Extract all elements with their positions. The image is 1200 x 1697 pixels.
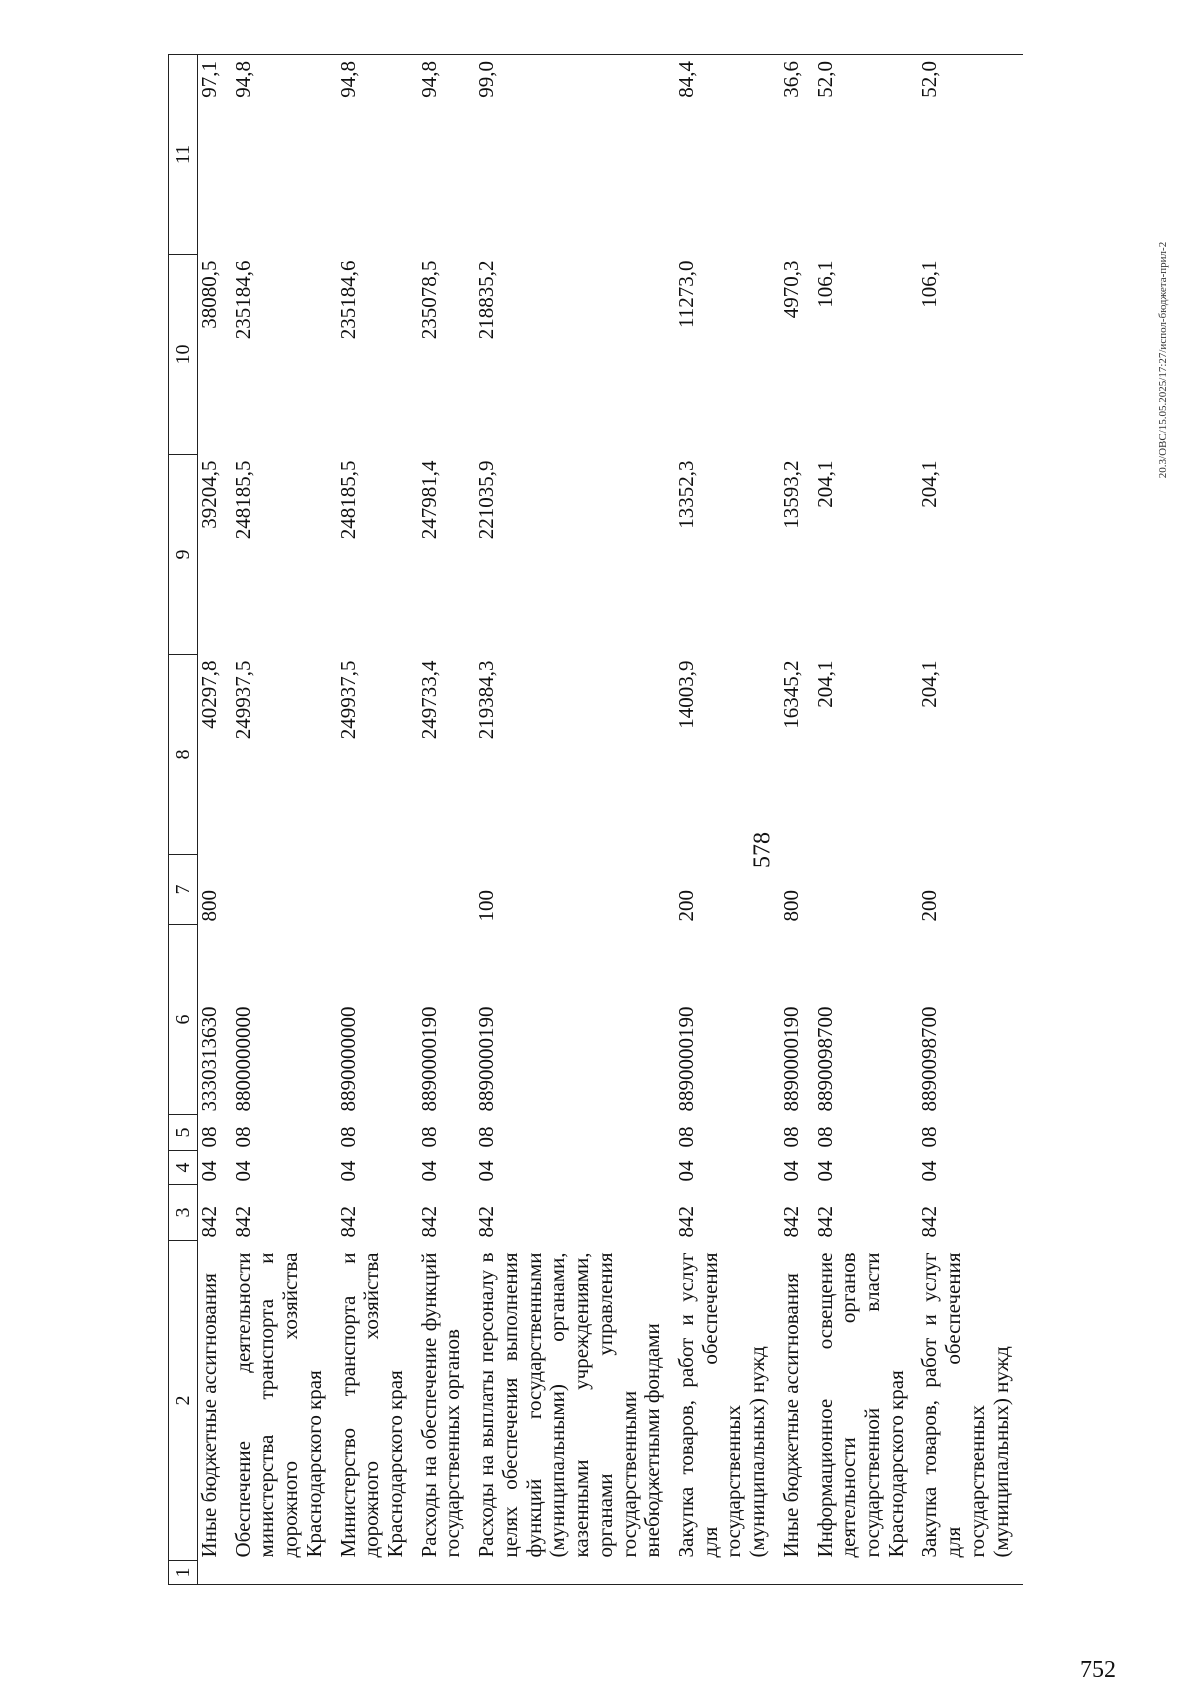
cell-admin-code: 842 bbox=[673, 1206, 698, 1238]
cell-subsection: 08 bbox=[416, 1126, 441, 1148]
table-row bbox=[198, 55, 232, 1585]
table-row bbox=[675, 55, 780, 1585]
cell-expense-type: 200 bbox=[917, 890, 942, 922]
cell-percent: 94,8 bbox=[337, 55, 418, 255]
cell-name: Расходы на обеспечение функций государственных органов bbox=[416, 1252, 465, 1558]
cell-expense-type bbox=[814, 855, 919, 925]
table-row bbox=[475, 55, 675, 1585]
cell-name: Расходы на выплаты персоналу в целях обеспечения выполнения функций государственными (муниципальными) органами, казенными учреждениями, органами управления государственными внебюджетными фондами bbox=[474, 1252, 665, 1558]
cell-value-8: 204,1 bbox=[917, 660, 942, 708]
cell-value-10: 235184,6 bbox=[230, 260, 255, 340]
cell-value-8: 249937,5 bbox=[335, 660, 360, 740]
cell-value-9: 204,1 bbox=[917, 460, 942, 508]
header-col-7: 7 bbox=[169, 855, 198, 925]
cell-value-8: 249937,5 bbox=[230, 660, 255, 740]
cell-value-9: 39204,5 bbox=[197, 460, 221, 529]
cell-subsection: 08 bbox=[673, 1126, 698, 1148]
cell-name: Иные бюджетные ассигнования bbox=[778, 1273, 803, 1558]
cell-section: 04 bbox=[474, 1160, 499, 1182]
cell-target-article: 8890000000 bbox=[335, 1006, 360, 1112]
cell-section: 04 bbox=[416, 1160, 441, 1182]
cell-admin-code: 842 bbox=[474, 1206, 499, 1238]
cell-target-article: 8800000000 bbox=[230, 1006, 255, 1112]
budget-table bbox=[168, 54, 1023, 1585]
cell-section: 04 bbox=[197, 1160, 221, 1182]
cell-section: 04 bbox=[917, 1160, 942, 1182]
cell-value-10: 106,1 bbox=[917, 260, 942, 308]
table-row bbox=[814, 55, 919, 1585]
cell-value-10: 4970,3 bbox=[778, 260, 803, 319]
cell-value-9: 13352,3 bbox=[673, 460, 698, 529]
cell-col1 bbox=[475, 1561, 675, 1585]
cell-subsection: 08 bbox=[917, 1126, 942, 1148]
cell-subsection: 08 bbox=[230, 1126, 255, 1148]
cell-name: Иные бюджетные ассигнования bbox=[197, 1273, 221, 1558]
cell-value-10: 218835,2 bbox=[474, 260, 499, 340]
cell-col1 bbox=[198, 1561, 232, 1585]
header-col-9: 9 bbox=[169, 455, 198, 655]
cell-target-article: 8890000190 bbox=[673, 1006, 698, 1112]
cell-value-10: 106,1 bbox=[812, 260, 837, 308]
cell-target-article: 8890000190 bbox=[474, 1006, 499, 1112]
cell-percent: 94,8 bbox=[232, 55, 337, 255]
cell-admin-code: 842 bbox=[812, 1206, 837, 1238]
cell-expense-type bbox=[337, 855, 418, 925]
cell-percent: 84,4 bbox=[675, 55, 780, 255]
cell-value-10: 235078,5 bbox=[416, 260, 441, 340]
cell-value-8: 16345,2 bbox=[778, 660, 803, 729]
cell-name: Информационное освещение деятельности органов государственной власти Краснодарского края bbox=[812, 1252, 908, 1558]
table-row bbox=[232, 55, 337, 1585]
cell-expense-type: 100 bbox=[474, 890, 499, 922]
cell-subsection: 08 bbox=[335, 1126, 360, 1148]
header-col-5: 5 bbox=[169, 1115, 198, 1151]
header-col-4: 4 bbox=[169, 1151, 198, 1185]
cell-percent: 99,0 bbox=[475, 55, 675, 255]
table-row bbox=[918, 55, 1023, 1585]
cell-value-8: 219384,3 bbox=[474, 660, 499, 740]
table-row bbox=[337, 55, 418, 1585]
cell-value-8: 204,1 bbox=[812, 660, 837, 708]
cell-target-article: 3330313630 bbox=[197, 1006, 221, 1112]
cell-name: Министерство транспорта и дорожного хозяйства Краснодарского края bbox=[335, 1252, 408, 1558]
cell-target-article: 8890000190 bbox=[778, 1006, 803, 1112]
cell-admin-code: 842 bbox=[416, 1206, 441, 1238]
cell-value-8: 14003,9 bbox=[673, 660, 698, 729]
cell-percent: 52,0 bbox=[814, 55, 919, 255]
table-row bbox=[780, 55, 814, 1585]
page-number: 578 bbox=[749, 832, 776, 868]
cell-subsection: 08 bbox=[474, 1126, 499, 1148]
header-col-11: 11 bbox=[169, 55, 198, 255]
header-col-3: 3 bbox=[169, 1185, 198, 1241]
cell-value-9: 248185,5 bbox=[230, 460, 255, 540]
cell-expense-type: 800 bbox=[197, 890, 221, 922]
cell-value-9: 248185,5 bbox=[335, 460, 360, 540]
cell-name: Закупка товаров, работ и услуг для обеспечения государственных (муниципальных) нужд bbox=[673, 1252, 770, 1558]
cell-value-8: 40297,8 bbox=[197, 660, 221, 729]
cell-admin-code: 842 bbox=[230, 1206, 255, 1238]
header-col-6: 6 bbox=[169, 925, 198, 1115]
header-col-2: 2 bbox=[169, 1241, 198, 1561]
cell-col1 bbox=[337, 1561, 418, 1585]
cell-expense-type: 800 bbox=[778, 890, 803, 922]
cell-target-article: 8890098700 bbox=[917, 1006, 942, 1112]
cell-value-9: 204,1 bbox=[812, 460, 837, 508]
header-col-10: 10 bbox=[169, 255, 198, 455]
cell-subsection: 08 bbox=[812, 1126, 837, 1148]
cell-expense-type bbox=[418, 855, 475, 925]
header-col-1: 1 bbox=[169, 1561, 198, 1585]
cell-subsection: 08 bbox=[778, 1126, 803, 1148]
cell-admin-code: 842 bbox=[778, 1206, 803, 1238]
cell-section: 04 bbox=[335, 1160, 360, 1182]
cell-value-10: 235184,6 bbox=[335, 260, 360, 340]
cell-target-article: 8890000190 bbox=[416, 1006, 441, 1112]
cell-section: 04 bbox=[673, 1160, 698, 1182]
cell-value-9: 247981,4 bbox=[416, 460, 441, 540]
cell-col1 bbox=[418, 1561, 475, 1585]
cell-percent: 94,8 bbox=[418, 55, 475, 255]
cell-col1 bbox=[675, 1561, 780, 1585]
cell-col1 bbox=[814, 1561, 919, 1585]
cell-col1 bbox=[232, 1561, 337, 1585]
sheet-number: 752 bbox=[1080, 1657, 1116, 1683]
cell-admin-code: 842 bbox=[335, 1206, 360, 1238]
table-header bbox=[169, 55, 198, 1585]
cell-section: 04 bbox=[812, 1160, 837, 1182]
cell-percent: 36,6 bbox=[780, 55, 814, 255]
cell-subsection: 08 bbox=[197, 1126, 221, 1148]
cell-expense-type: 200 bbox=[673, 890, 698, 922]
cell-name: Обеспечение деятельности министерства транспорта и дорожного хозяйства Краснодарского края bbox=[230, 1252, 326, 1558]
cell-admin-code: 842 bbox=[197, 1206, 221, 1238]
cell-value-8: 249733,4 bbox=[416, 660, 441, 740]
cell-section: 04 bbox=[778, 1160, 803, 1182]
document-footer-code: 20.3/ОВС/15.05.2025/17:27/испол-бюджета-прил-2 bbox=[1157, 241, 1169, 479]
cell-value-9: 13593,2 bbox=[778, 460, 803, 529]
cell-target-article: 8890098700 bbox=[812, 1006, 837, 1112]
cell-value-10: 11273,0 bbox=[673, 260, 698, 328]
cell-value-9: 221035,9 bbox=[474, 460, 499, 540]
cell-percent: 52,0 bbox=[918, 55, 1023, 255]
cell-col1 bbox=[780, 1561, 814, 1585]
cell-section: 04 bbox=[230, 1160, 255, 1182]
cell-expense-type bbox=[232, 855, 337, 925]
rotated-table-wrapper bbox=[168, 54, 1023, 1585]
cell-col1 bbox=[918, 1561, 1023, 1585]
cell-percent: 97,1 bbox=[198, 55, 232, 255]
cell-admin-code: 842 bbox=[917, 1206, 942, 1238]
cell-value-10: 38080,5 bbox=[197, 260, 221, 329]
header-col-8: 8 bbox=[169, 655, 198, 855]
table-row bbox=[418, 55, 475, 1585]
cell-name: Закупка товаров, работ и услуг для обеспечения государственных (муниципальных) нужд bbox=[917, 1252, 1013, 1558]
